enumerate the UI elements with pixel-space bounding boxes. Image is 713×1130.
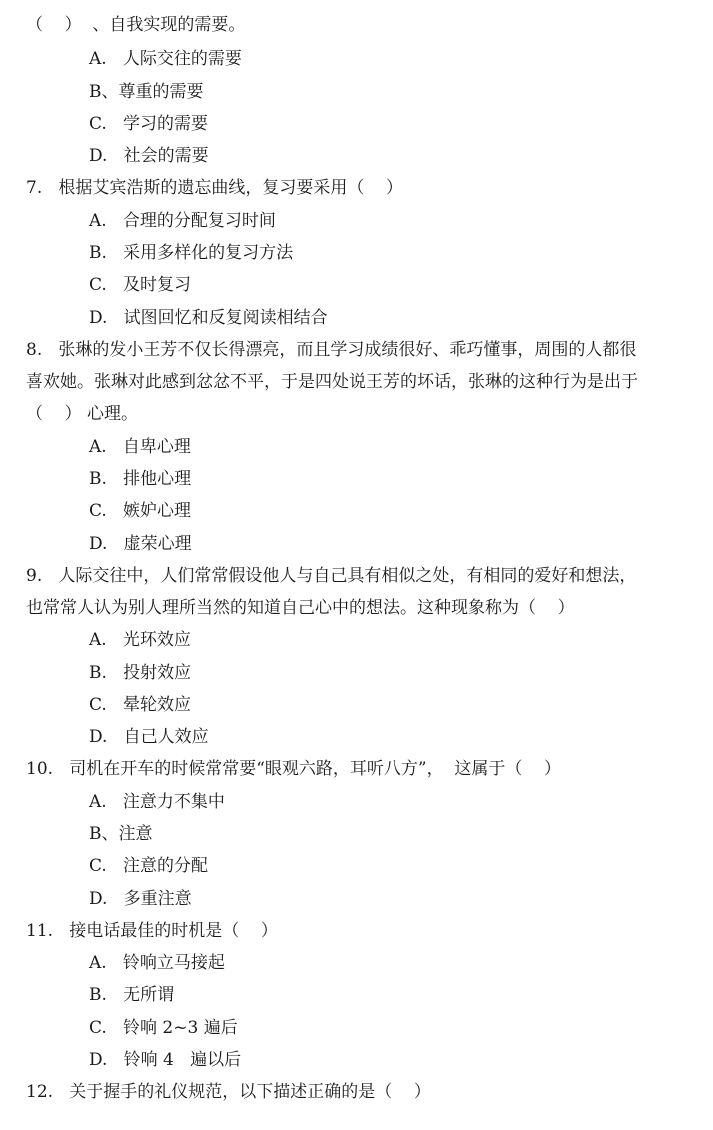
question-8-stem-line-2: 喜欢她。张琳对此感到忿忿不平，于是四处说王芳的坏话，张琳的这种行为是出于 [26, 372, 638, 392]
option-6-d: D. 社会的需要 [89, 146, 209, 166]
option-8-a: A. 自卑心理 [89, 437, 191, 457]
question-9-stem-line-2: 也常常人认为别人理所当然的知道自己心中的想法。这种现象称为（ ） [26, 598, 575, 618]
option-11-d: D. 铃响 4 遍以后 [89, 1050, 242, 1070]
option-7-d: D. 试图回忆和反复阅读相结合 [89, 308, 328, 328]
option-10-c: C. 注意的分配 [89, 856, 209, 876]
option-9-b: B. 投射效应 [89, 663, 192, 683]
option-6-c: C. 学习的需要 [89, 114, 209, 134]
option-10-d: D. 多重注意 [89, 889, 192, 909]
option-11-c: C. 铃响 2~3 遍后 [89, 1018, 238, 1038]
option-9-a: A. 光环效应 [89, 630, 191, 650]
question-6-stem: （ ） 、自我实现的需要。 [26, 15, 246, 35]
question-8-stem-line-3: （ ） 心理。 [26, 404, 139, 424]
option-7-c: C. 及时复习 [89, 275, 192, 295]
option-9-d: D. 自己人效应 [89, 727, 209, 747]
question-8-stem-line-1: 8. 张琳的发小王芳不仅长得漂亮，而且学习成绩很好、乖巧懂事，周围的人都很 [26, 340, 637, 360]
option-10-a: A. 注意力不集中 [89, 792, 225, 812]
question-11-stem: 11. 接电话最佳的时机是（ ） [26, 921, 278, 941]
question-10-stem: 10. 司机在开车的时候常常要“眼观六路，耳听八方”， 这属于（ ） [26, 759, 562, 779]
option-8-c: C. 嫉妒心理 [89, 501, 192, 521]
option-7-a: A. 合理的分配复习时间 [89, 211, 276, 231]
option-7-b: B. 采用多样化的复习方法 [89, 243, 294, 263]
option-9-c: C. 晕轮效应 [89, 695, 192, 715]
option-11-a: A. 铃响立马接起 [89, 953, 225, 973]
question-9-stem-line-1: 9. 人际交往中，人们常常假设他人与自己具有相似之处，有相同的爱好和想法， [26, 566, 637, 586]
question-7-stem: 7. 根据艾宾浩斯的遗忘曲线，复习要采用（ ） [26, 178, 404, 198]
question-12-stem: 12. 关于握手的礼仪规范，以下描述正确的是（ ） [26, 1082, 431, 1102]
option-6-b: B、尊重的需要 [89, 82, 204, 102]
option-10-b: B、注意 [89, 824, 153, 844]
option-8-b: B. 排他心理 [89, 469, 192, 489]
option-8-d: D. 虚荣心理 [89, 534, 192, 554]
option-6-a: A. 人际交往的需要 [89, 49, 242, 69]
option-11-b: B. 无所谓 [89, 985, 175, 1005]
